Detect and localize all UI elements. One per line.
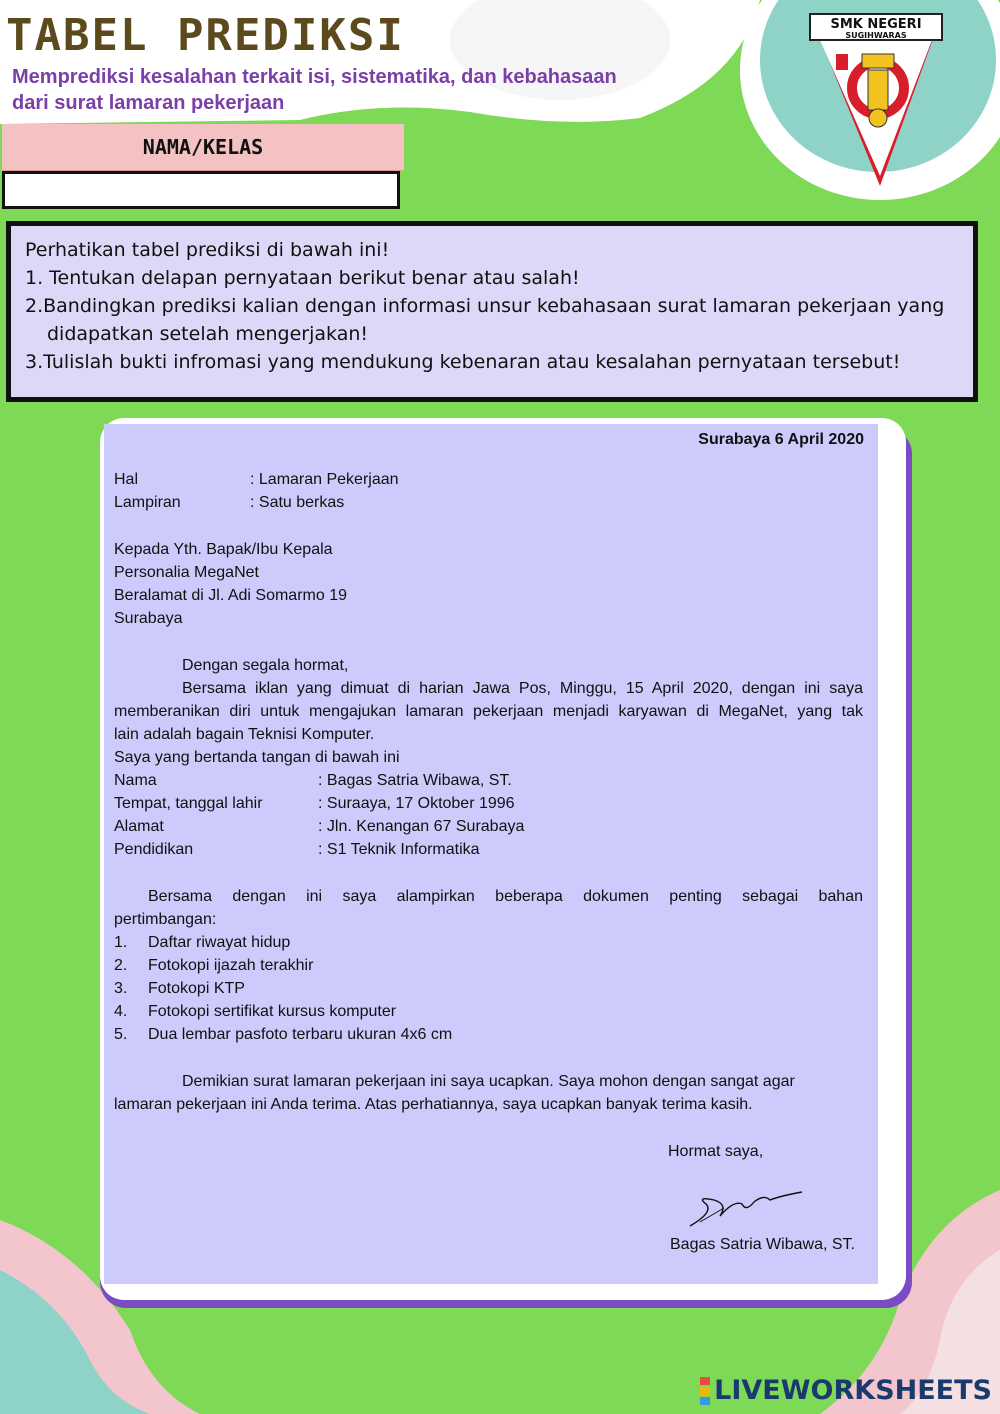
instruction-item: 1. Tentukan delapan pernyataan berikut benar atau salah! [25,267,580,289]
address-line: Beralamat di Jl. Adi Somarmo 19 [114,587,347,604]
list-item: Daftar riwayat hidup [148,934,291,951]
list-number: 4. [114,1003,128,1020]
address-line: Personalia MegaNet [114,564,259,581]
signer-name: Bagas Satria Wibawa, ST. [670,1236,855,1253]
instruction-item: 2.Bandingkan prediksi kalian dengan informasi unsur kebahasaan surat lamaran pekerjaan yang didapatkan setelah mengerjakan! [25,295,945,345]
instructions-intro: Perhatikan tabel prediksi di bawah ini! [25,239,390,261]
lampiran-value: : Satu berkas [250,494,345,511]
list-item: Fotokopi sertifikat kursus komputer [148,1003,397,1020]
paragraph-line: memberanikan diri untuk mengajukan lamaran pekerjaan menjadi karyawan di MegaNet, yang tak [114,703,863,720]
signer-intro: Saya yang bertanda tangan di bawah ini [114,749,400,766]
paragraph-line: lain adalah bagain Teknisi Komputer. [114,726,375,743]
liveworksheets-icon [700,1376,710,1406]
subtitle-line: Memprediksi kesalahan terkait isi, sistematika, dan kebahasaan [12,66,617,88]
alamat-label: Alamat [114,818,164,835]
pendidikan-value: : S1 Teknik Informatika [318,841,480,858]
paragraph-line: pertimbangan: [114,911,217,928]
list-item: Fotokopi KTP [148,980,245,997]
subtitle-line: dari surat lamaran pekerjaan [12,92,285,114]
logo-text: SMK NEGERI [830,17,922,32]
nama-label: Nama [114,772,157,789]
hal-value: : Lamaran Pekerjaan [250,471,399,488]
alamat-value: : Jln. Kenangan 67 Surabaya [318,818,525,835]
ttl-value: : Suraaya, 17 Oktober 1996 [318,795,515,812]
address-line: Surabaya [114,610,183,627]
paragraph-line: Bersama dengan ini saya alampirkan beberapa dokumen penting sebagai bahan [148,888,863,905]
paragraph-line: Bersama iklan yang dimuat di harian Jawa Pos, Minggu, 15 April 2020, dengan ini saya [182,680,863,697]
letter-body [104,424,878,1284]
page-subtitle [12,64,692,116]
closing-line: lamaran pekerjaan ini Anda terima. Atas perhatiannya, saya ucapkan banyak terima kasih. [114,1096,753,1113]
logo-text: SUGIHWARAS [845,31,907,40]
hal-label: Hal [114,471,139,488]
lampiran-label: Lampiran [114,494,181,511]
greeting: Dengan segala hormat, [182,657,349,674]
list-item: Dua lembar pasfoto terbaru ukuran 4x6 cm [148,1026,453,1043]
nama-value: : Bagas Satria Wibawa, ST. [318,772,512,789]
closing-line: Demikian surat lamaran pekerjaan ini saya ucapkan. Saya mohon dengan sangat agar [182,1073,795,1090]
school-logo [806,10,946,190]
pendidikan-label: Pendidikan [114,841,194,858]
instruction-item: 3.Tulislah bukti infromasi yang mendukung kebenaran atau kesalahan pernyataan tersebut! [25,351,901,373]
page-title: TABEL PREDIKSI [6,10,405,61]
name-class-label: NAMA/KELAS [2,124,404,171]
list-number: 3. [114,980,128,997]
list-number: 2. [114,957,128,974]
name-class-input[interactable] [2,171,400,209]
address-line: Kepada Yth. Bapak/Ibu Kepala [114,541,333,558]
regards: Hormat saya, [668,1143,764,1160]
ttl-label: Tempat, tanggal lahir [114,795,263,812]
liveworksheets-brand[interactable] [700,1375,992,1406]
list-item: Fotokopi ijazah terakhir [148,957,314,974]
brand-text: LIVEWORKSHEETS [714,1375,992,1406]
list-number: 1. [114,934,128,951]
instructions-box [6,221,978,402]
letter-date: Surabaya 6 April 2020 [698,431,864,448]
signature-image [684,1182,804,1232]
list-number: 5. [114,1026,128,1043]
